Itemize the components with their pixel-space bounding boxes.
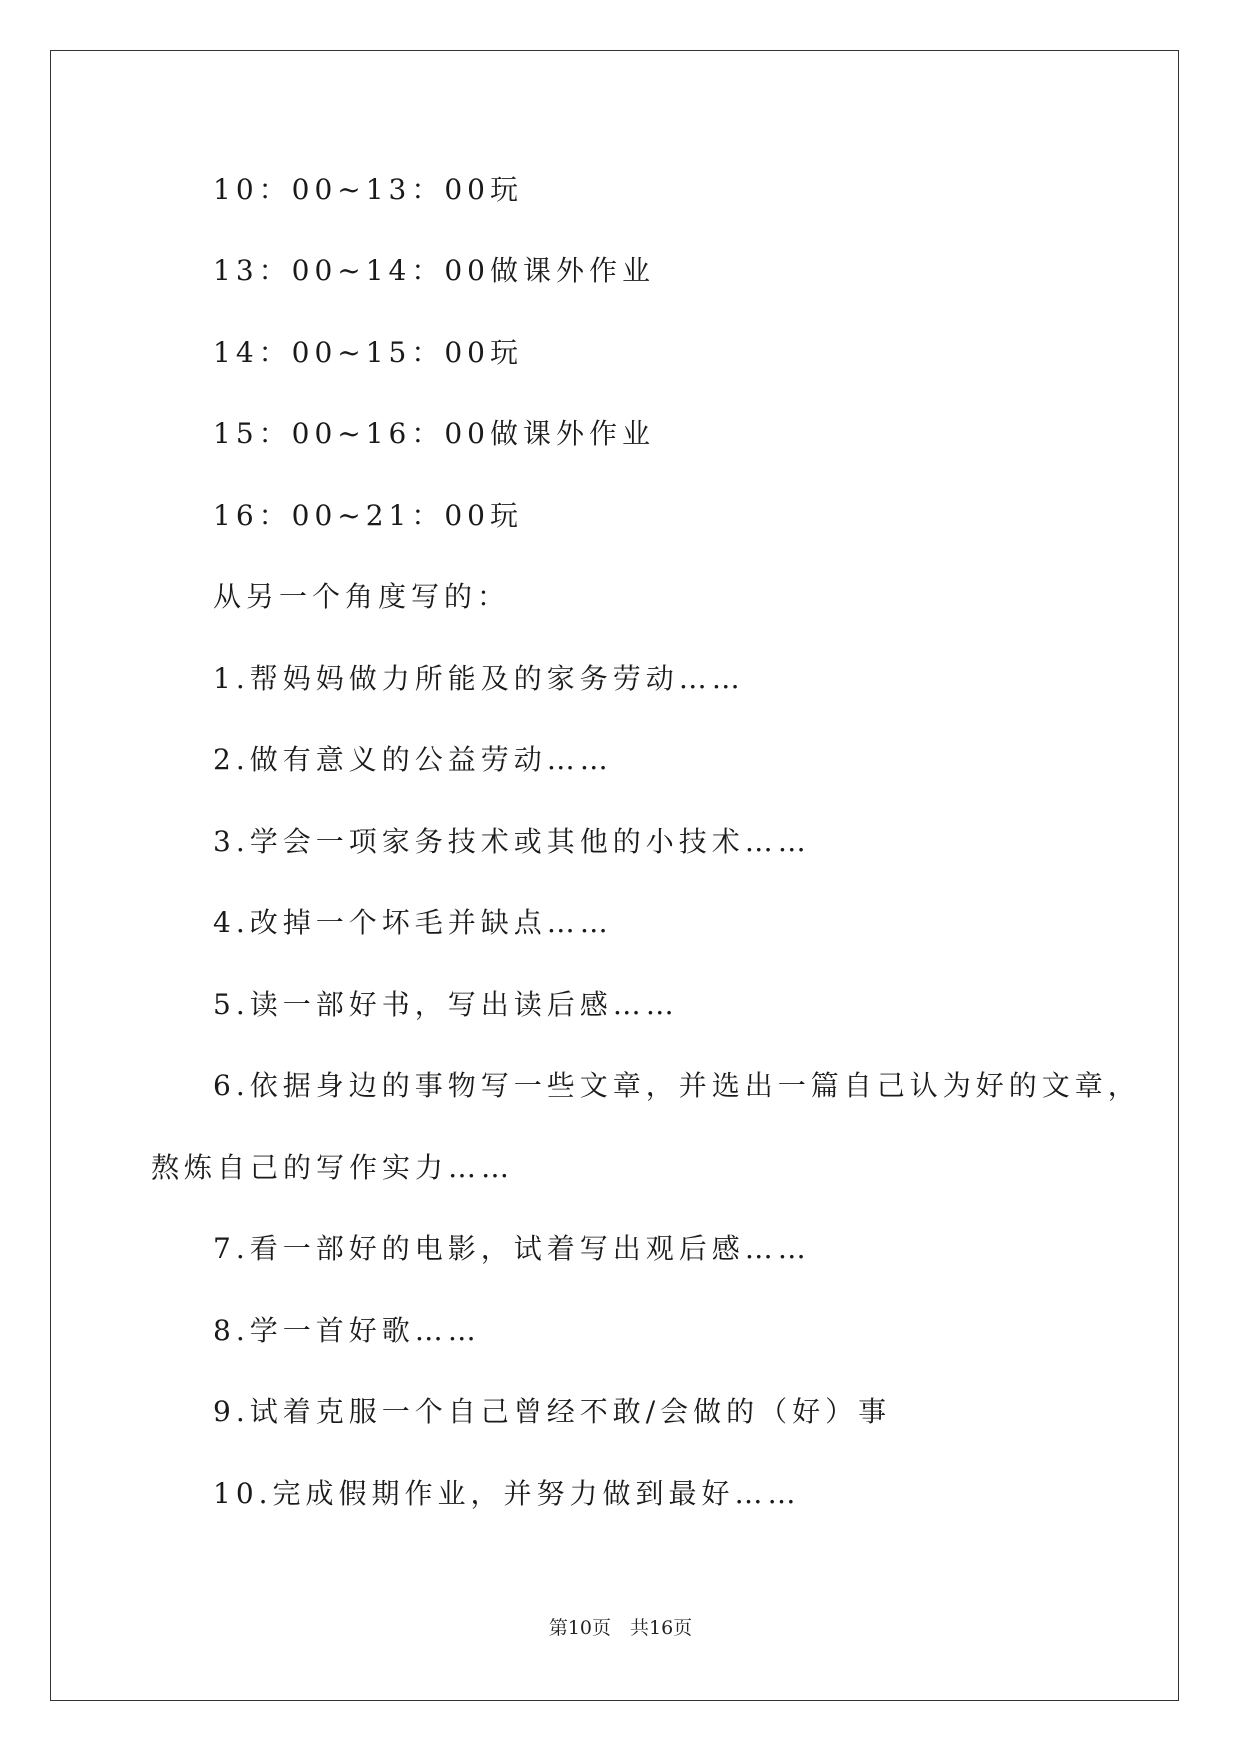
list-item: 4.改掉一个坏毛并缺点…… — [213, 906, 613, 939]
list-item: 10.完成假期作业，并努力做到最好…… — [213, 1477, 801, 1510]
list-item: 1.帮妈妈做力所能及的家务劳动…… — [213, 662, 745, 695]
schedule-line: 13：00~14：00做课外作业 — [213, 254, 655, 287]
section-heading: 从另一个角度写的： — [213, 580, 511, 613]
list-item: 5.读一部好书，写出读后感…… — [213, 988, 679, 1021]
page-number-footer: 第10页 共16页 — [548, 1617, 693, 1639]
schedule-line: 14：00~15：00玩 — [213, 336, 523, 369]
list-item-continuation: 熬炼自己的写作实力…… — [151, 1151, 515, 1184]
list-item: 9.试着克服一个自己曾经不敢/会做的（好）事 — [213, 1395, 892, 1428]
schedule-line: 10：00~13：00玩 — [213, 173, 523, 206]
list-item: 6.依据身边的事物写一些文章，并选出一篇自己认为好的文章， — [213, 1069, 1141, 1102]
list-item: 8.学一首好歌…… — [213, 1314, 481, 1347]
list-item: 7.看一部好的电影，试着写出观后感…… — [213, 1232, 811, 1265]
page-border — [50, 50, 1179, 1701]
list-item: 2.做有意义的公益劳动…… — [213, 743, 613, 776]
list-item: 3.学会一项家务技术或其他的小技术…… — [213, 825, 811, 858]
schedule-line: 16：00~21：00玩 — [213, 499, 523, 532]
schedule-line: 15：00~16：00做课外作业 — [213, 417, 655, 450]
